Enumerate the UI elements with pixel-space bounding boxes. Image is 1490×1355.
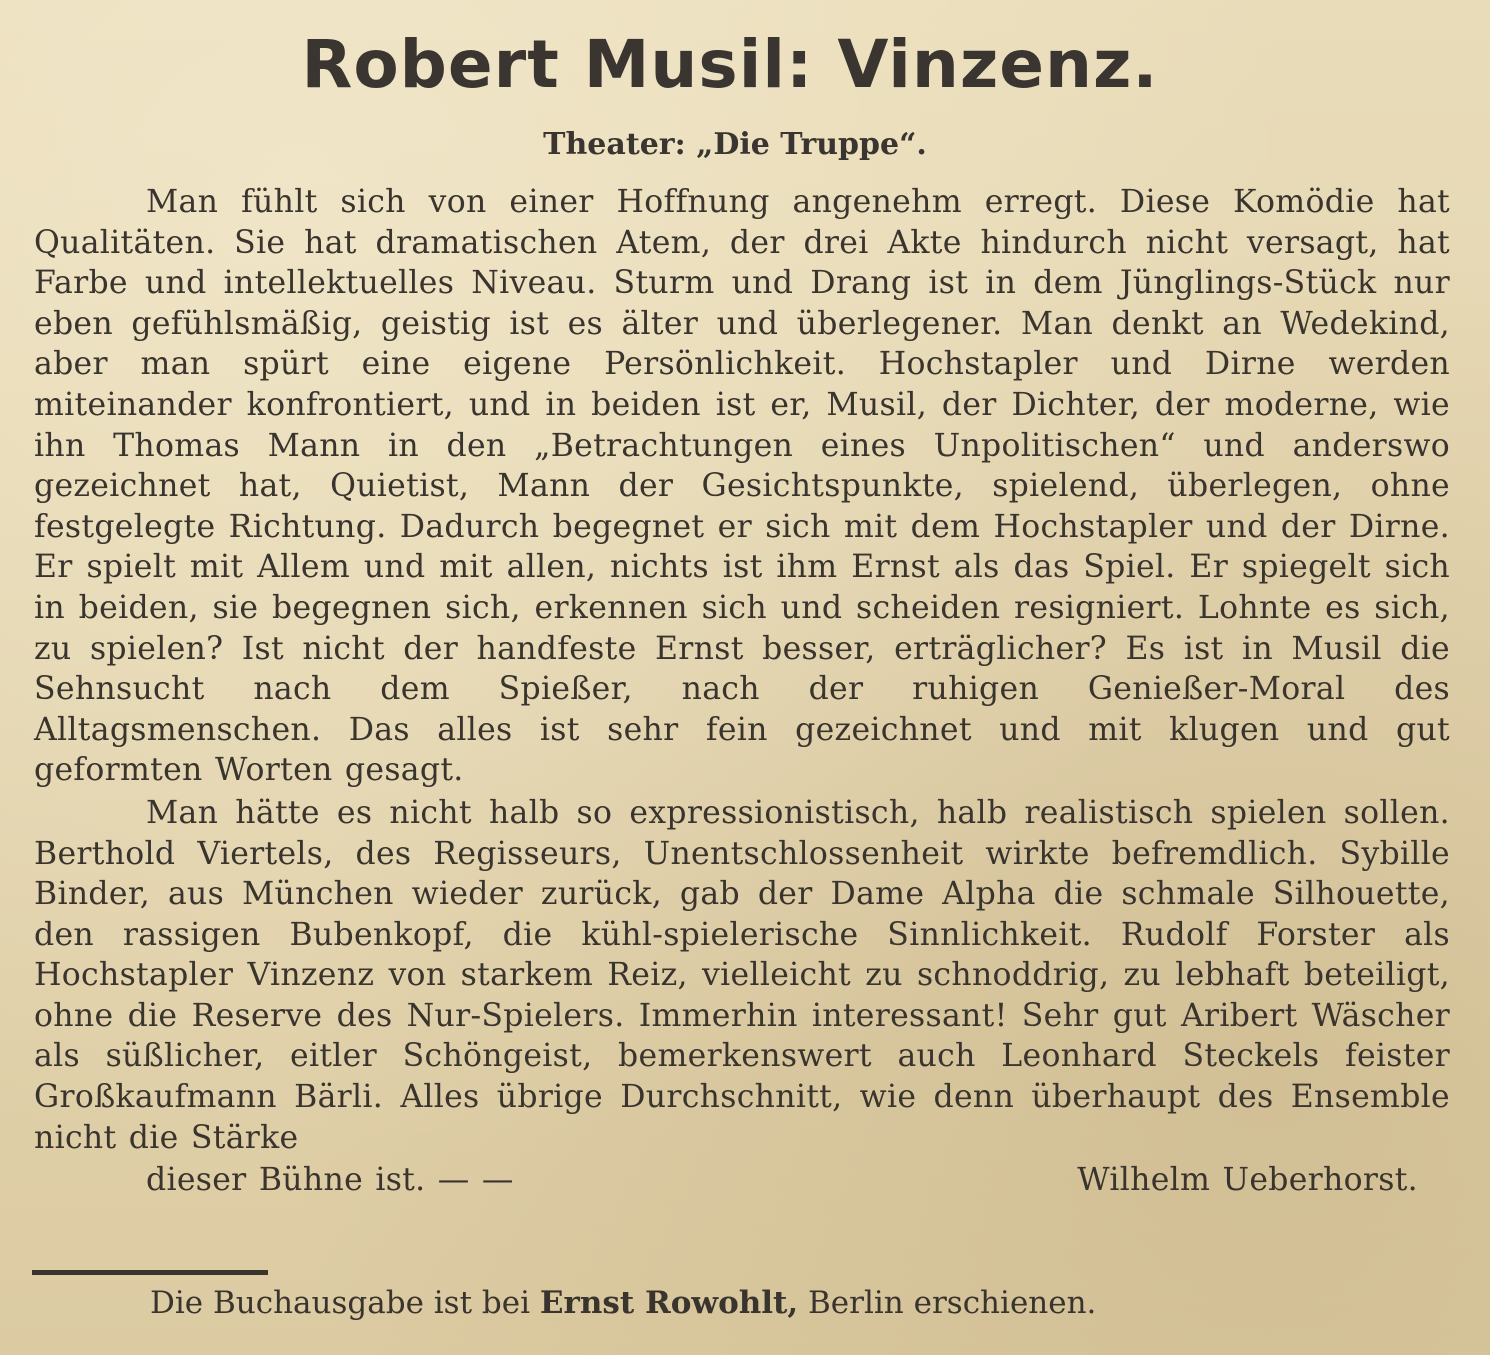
footnote-publisher: Ernst Rowohlt, (539, 1285, 799, 1321)
article-closing-text: dieser Bühne ist. — — (146, 1162, 514, 1199)
article-author: Wilhelm Ueberhorst. (1077, 1162, 1418, 1199)
footnote-divider (32, 1270, 268, 1275)
footnote-prefix: Die Buchausgabe ist bei (150, 1285, 531, 1321)
article-signoff (34, 1160, 1450, 1201)
article-body (34, 182, 1450, 1201)
book-edition-footnote (150, 1280, 1096, 1326)
article-paragraph-2: Man hätte es nicht halb so expressionistisch, halb realistisch spielen sollen. Berthold Viertels, des Regisseurs, Unentschlossenheit wirkte befremdlich. Sybille Binder, aus München wieder zurück, gab der Dame Alpha die schmale Silhouette, den rassigen Bubenkopf, die kühl-spielerische Sinnlichkeit. Rudolf Forster als Hochstapler Vinzenz von starkem Reiz, vielleicht zu schnoddrig, zu lebhaft beteiligt, ohne die Reserve des Nur-Spielers. Immerhin interessant! Sehr gut Aribert Wäscher als süßlicher, eitler Schöngeist, bemerkenswert auch Leonhard Steckels feister Großkaufmann Bärli. Alles übrige Durchschnitt, wie denn überhaupt des Ensemble nicht die Stärke (34, 794, 1450, 1156)
article-paragraph-1: Man fühlt sich von einer Hoffnung angenehm erregt. Diese Komödie hat Qualitäten. Sie hat dramatischen Atem, der drei Akte hindurch nicht versagt, hat Farbe und intellektuelles Niveau. Sturm und Drang ist in dem Jünglings-Stück nur eben gefühlsmäßig, geistig ist es älter und überlegener. Man denkt an Wedekind, aber man spürt eine eigene Persönlichkeit. Hochstapler und Dirne werden miteinander konfrontiert, und in beiden ist er, Musil, der Dichter, der moderne, wie ihn Thomas Mann in den „Betrachtungen eines Unpolitischen“ und anderswo gezeichnet hat, Quietist, Mann der Gesichtspunkte, spielend, überlegen, ohne festgelegte Richtung. Dadurch begegnet er sich mit dem Hochstapler und der Dirne. Er spielt mit Allem und mit allen, nichts ist ihm Ernst als das Spiel. Er spiegelt sich in beiden, sie begegnen sich, erkennen sich und scheiden resigniert. Lohnte es sich, zu spielen? Ist nicht der handfeste Ernst besser, erträglicher? Es ist in Musil die Sehnsucht nach dem Spießer, nach der ruhigen Genießer-Moral des Alltagsmenschen. Das alles ist sehr fein gezeichnet und mit klugen und gut geformten Worten gesagt. (34, 184, 1450, 789)
footnote-suffix: Berlin erschienen. (808, 1285, 1097, 1321)
article-headline: Robert Musil: Vinzenz. (301, 26, 1159, 103)
article-subhead: Theater: „Die Truppe“. (543, 127, 927, 162)
